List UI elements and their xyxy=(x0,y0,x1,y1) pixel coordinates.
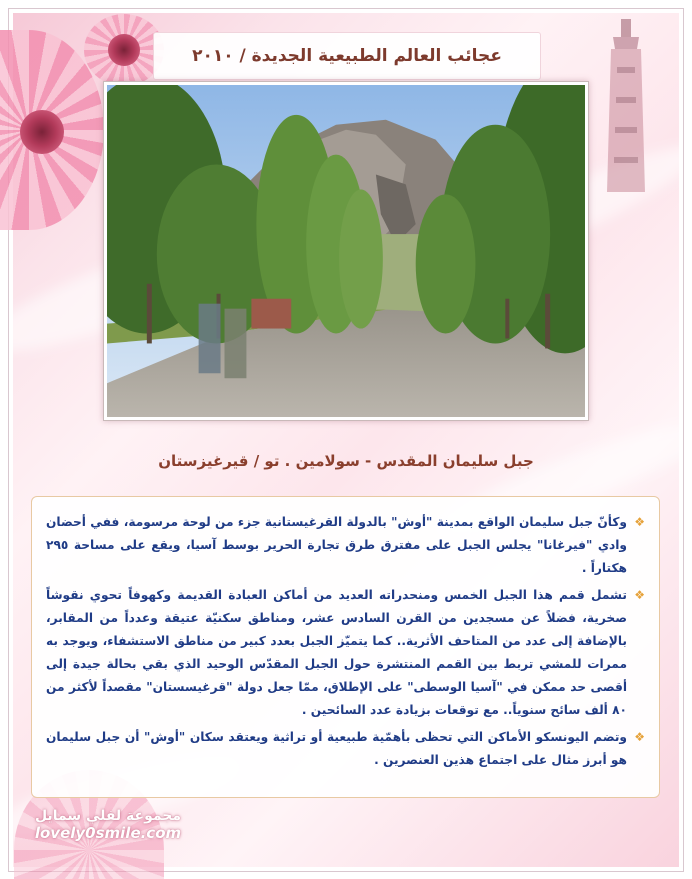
photo-frame xyxy=(103,81,589,421)
paragraph-text: وتضم اليونسكو الأماكن التي تحظى بأهمّية طبيعية أو تراثية ويعتقد سكان "أوش" أن جبل سليمان هو أبرز مثال على اجتماع هذين العنصرين . xyxy=(46,730,627,767)
diamond-bullet-icon: ❖ xyxy=(634,515,645,529)
paragraph-text: وكأنّ جبل سليمان الواقع بمدينة "أوش" بالدولة القرغيستانية جزء من لوحة مرسومة، ففي أحضان وادي "فيرغانا" يجلس الجبل على مفترق طرق تجارة الحرير بوسط آسيا، ويقع على مساحة ٢٩٥ هكتاراً . xyxy=(46,515,627,575)
page-title: عجائب العالم الطبيعية الجديدة / ٢٠١٠ xyxy=(192,46,502,66)
photo-caption: جبل سليمان المقدس - سولامين . تو / قيرغيزستان xyxy=(158,452,534,470)
diamond-bullet-icon: ❖ xyxy=(634,730,645,744)
paragraph-item xyxy=(46,726,645,772)
watermark-arabic: مجموعة لفلي سمايل xyxy=(34,808,182,824)
pink-flower-icon xyxy=(84,14,164,86)
watermark-english: lovely0smile.com xyxy=(34,824,182,842)
content-box xyxy=(31,496,660,798)
site-watermark xyxy=(28,808,188,854)
lighthouse-icon xyxy=(591,17,661,192)
title-banner xyxy=(153,32,541,80)
paragraph-item xyxy=(46,584,645,722)
diamond-bullet-icon: ❖ xyxy=(634,588,645,602)
photo-mountain-road-trees-icon xyxy=(107,85,585,417)
paragraph-item xyxy=(46,511,645,580)
paragraph-text: تشمل قمم هذا الجبل الخمس ومنحدراته العديد من أماكن العبادة القديمة وكهوفاً تحوي نقوشاً صخرية، فضلاً عن مسجدين من القرن السادس عشر، ومناطق سكنيّة عتيقة وعدداً من المقابر، بالإضافة إلى عدد من المتاحف الأثرية.. كما يتميّز الجبل بعدد كبير من مناطق الاستشفاء، ويوجد به ممرات للمشي تربط بين القمم المنتشرة حول الجبل المقدّس الوحيد الذي بقي بحالة جيدة إلى أقصى حد ممكن في "آسيا الوسطى" على الإطلاق، ممّا جعل دولة "قرغيسستان" مقصداً لأكثر من ٨٠ ألف سائح سنوياً.. مع توقعات بزيادة عدد السائحين . xyxy=(46,588,627,717)
